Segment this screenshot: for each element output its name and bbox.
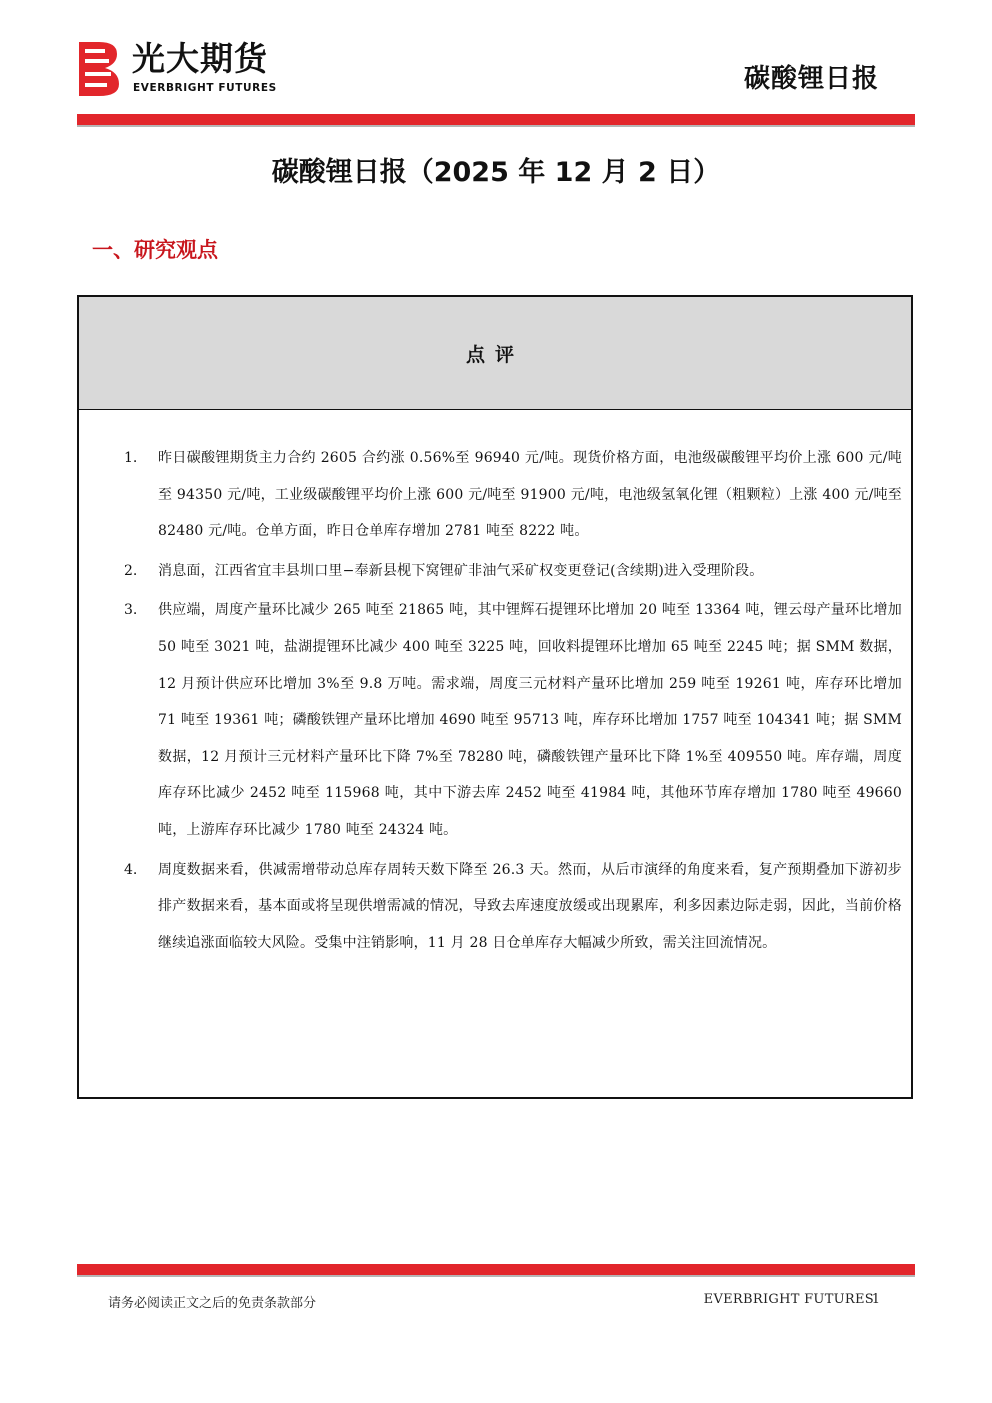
list-item <box>79 440 911 550</box>
list-item-number: 1. <box>124 450 138 466</box>
commentary-box-header <box>79 297 911 410</box>
footer-disclaimer: 请务必阅读正文之后的免责条款部分 <box>108 1296 317 1311</box>
list-item-number: 4. <box>124 861 138 878</box>
page-number: 1 <box>871 1292 880 1307</box>
list-item <box>79 592 911 848</box>
page-title: 碳酸锂日报（2025 年 12 月 2 日） <box>271 157 721 188</box>
list-item-text: 周度数据来看，供减需增带动总库存周转天数下降至 26.3 天。然而，从后市演绎的角度来看，复产预期叠加下游初步排产数据来看，基本面或将呈现供增需减的情况，导致去库速度放缓或出现累库，利多因素边际走弱，因此，当前价格继续追涨面临较大风险。受集中注销影响，11 月 28 日仓单库存大幅减少所致，需关注回流情况。 <box>158 861 902 951</box>
commentary-box <box>77 295 913 1099</box>
section-heading: 一、研究观点 <box>92 238 218 262</box>
list-item-number: 3. <box>124 602 138 619</box>
footer-divider <box>77 1264 915 1275</box>
footer-divider-shadow <box>77 1275 915 1277</box>
everbright-logo-icon <box>77 40 119 98</box>
commentary-box-title: 点评 <box>465 343 524 366</box>
footer-brand: EVERBRIGHT FUTURES <box>703 1292 874 1307</box>
list-item <box>79 553 911 590</box>
list-item-text: 昨日碳酸锂期货主力合约 2605 合约涨 0.56%至 96940 元/吨。现货价格方面，电池级碳酸锂平均价上涨 600 元/吨至 94350 元/吨，工业级碳酸锂平均价上涨 600 元/吨至 91900 元/吨，电池级氢氧化锂（粗颗粒）上涨 400 元/吨至 82480 元/吨。仓单方面，昨日仓单库存增加 2781 吨至 8222 吨。 <box>158 450 902 540</box>
list-item-text: 供应端，周度产量环比减少 265 吨至 21865 吨，其中锂辉石提锂环比增加 20 吨至 13364 吨，锂云母产量环比增加 50 吨至 3021 吨，盐湖提锂环比减少 400 吨至 3225 吨，回收料提锂环比增加 65 吨至 2245 吨；据 SMM 数据，12 月预计供应环比增加 3%至 9.8 万吨。需求端，周度三元材料产量环比增加 259 吨至 19261 吨，库存环比增加 71 吨至 19361 吨；磷酸铁锂产量环比增加 4690 吨至 95713 吨，库存环比增加 1757 吨至 104341 吨；据 SMM 数据，12 月预计三元材料产量环比下降 7%至 78280 吨，磷酸铁锂产量环比下降 1%至 409550 吨。库存端，周度库存环比减少 2452 吨至 115968 吨，其中下游去库 2452 吨至 41984 吨，其他环节库存增加 1780 吨至 49660 吨，上游库存环比减少 1780 吨至 24324 吨。 <box>158 602 902 838</box>
logo-english-name: EVERBRIGHT FUTURES <box>133 82 277 94</box>
commentary-points <box>79 440 911 964</box>
header-divider-shadow <box>77 125 915 127</box>
list-item-text: 消息面，江西省宜丰县圳口里−奉新县枧下窝锂矿非油气采矿权变更登记(含续期)进入受理阶段。 <box>158 562 764 579</box>
logo-chinese-name: 光大期货 <box>132 39 268 78</box>
list-item <box>79 852 911 962</box>
page-header <box>77 36 915 126</box>
list-item-number: 2. <box>124 562 138 579</box>
header-divider <box>77 114 915 125</box>
report-name: 碳酸锂日报 <box>743 64 879 94</box>
